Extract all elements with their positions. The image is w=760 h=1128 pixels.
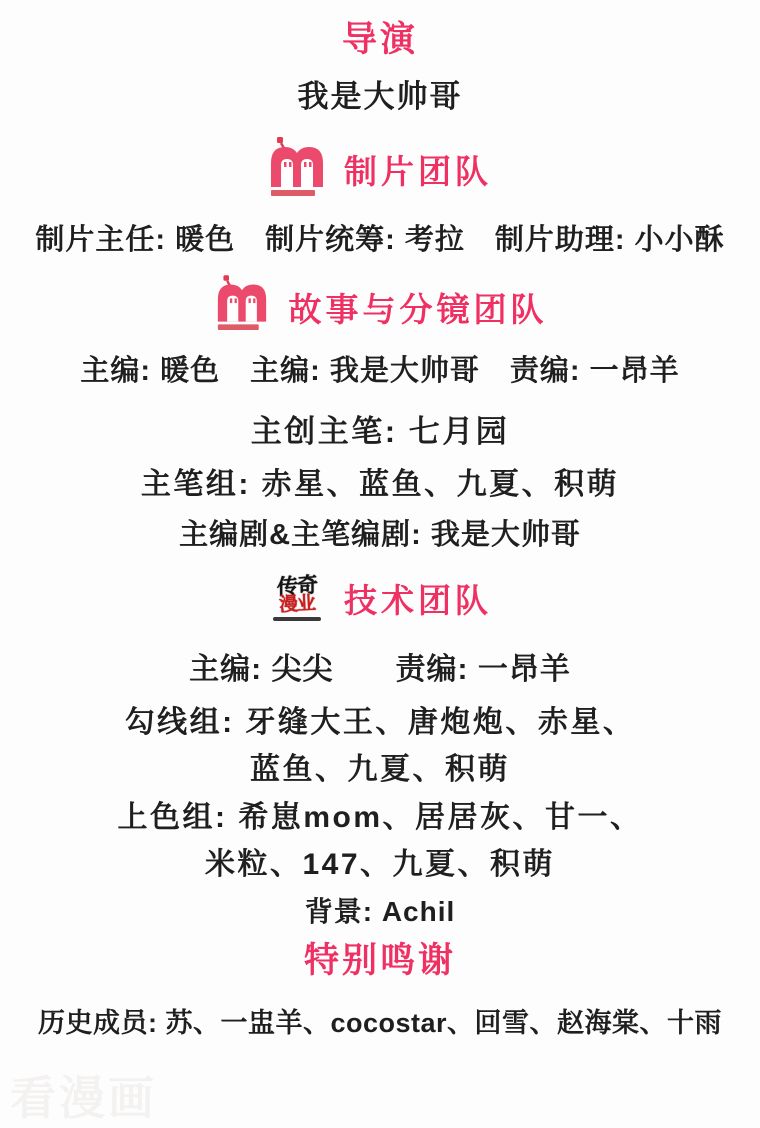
tech-lineart-line2: 蓝鱼、九夏、积萌 bbox=[250, 753, 510, 786]
production-team-title: 制片团队 bbox=[344, 152, 492, 190]
history-members-line: 历史成员: 苏、一盅羊、cocostar、回雪、赵海棠、十雨 bbox=[37, 1008, 723, 1038]
chuanqi-comics-badge-logo bbox=[268, 566, 326, 630]
m-castle-logo bbox=[268, 137, 326, 201]
production-team-header bbox=[0, 137, 760, 201]
m-castle-logo bbox=[213, 275, 271, 339]
chuanqi-logo-top-text: 传奇 bbox=[277, 573, 317, 599]
tech-team-title: 技术团队 bbox=[344, 581, 492, 619]
tech-team-header bbox=[0, 566, 760, 630]
kanmanhua-watermark: 看漫画 bbox=[10, 1072, 157, 1124]
tech-background-line: 背景: Achil bbox=[304, 896, 456, 927]
tech-lineart-line1: 勾线组: 牙缝大王、唐炮炮、赤星、 bbox=[124, 706, 636, 739]
chuanqi-logo-bottom-text: 漫业 bbox=[278, 592, 316, 616]
tech-editors-line: 主编: 尖尖 责编: 一昂羊 bbox=[189, 653, 571, 686]
story-artist-group-line: 主笔组: 赤星、蓝鱼、九夏、积萌 bbox=[140, 468, 620, 501]
story-lead-artist-line: 主创主笔: 七月园 bbox=[250, 414, 510, 449]
production-roles-line: 制片主任: 暖色 制片统筹: 考拉 制片助理: 小小酥 bbox=[35, 224, 725, 256]
story-writer-line: 主编剧&主笔编剧: 我是大帅哥 bbox=[179, 519, 581, 551]
story-editors-line: 主编: 暖色 主编: 我是大帅哥 责编: 一昂羊 bbox=[80, 355, 680, 387]
tech-color-line2: 米粒、147、九夏、积萌 bbox=[204, 848, 556, 881]
story-team-header bbox=[0, 275, 760, 339]
tech-color-line1: 上色组: 希崽mom、居居灰、甘一、 bbox=[117, 801, 643, 834]
story-team-title: 故事与分镜团队 bbox=[288, 290, 548, 328]
director-heading: 导演 bbox=[341, 20, 418, 59]
special-thanks-heading: 特别鸣谢 bbox=[303, 941, 456, 980]
chuanqi-logo-caption-bar bbox=[273, 617, 321, 621]
director-name: 我是大帅哥 bbox=[297, 79, 463, 114]
